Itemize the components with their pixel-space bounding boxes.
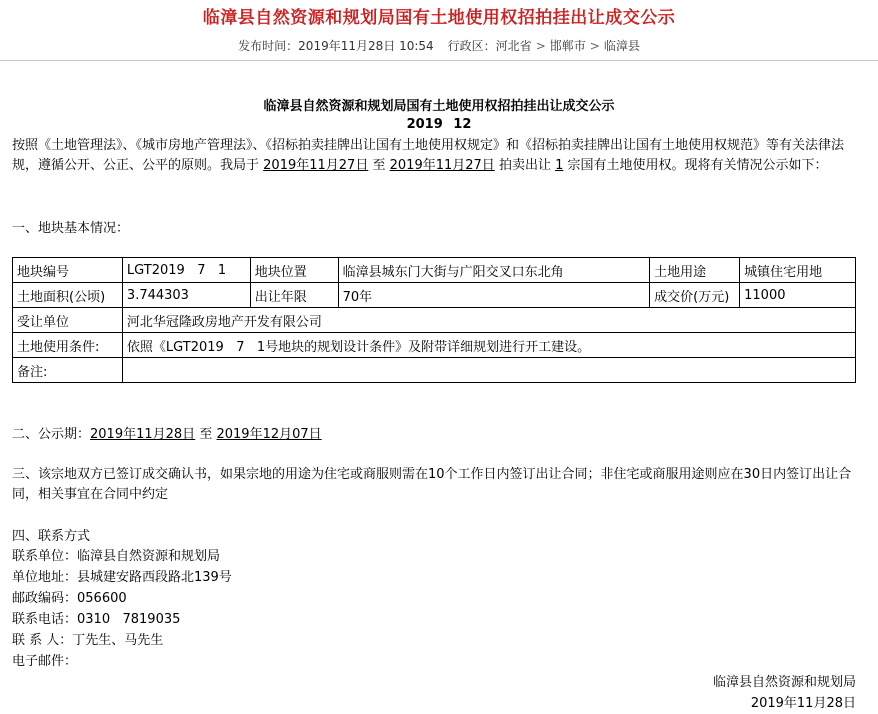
table-label: 土地使用条件:: [13, 333, 123, 358]
intro-count: 1: [555, 158, 564, 173]
intro-date-end: 2019年11月27日: [389, 158, 495, 173]
contact-unit: 联系单位：临漳县自然资源和规划局: [12, 549, 221, 564]
table-row: [13, 283, 856, 308]
table-row: [13, 308, 856, 333]
contact-postcode: 邮政编码：056600: [12, 591, 127, 606]
remarks: [122, 358, 855, 383]
table-label: 土地面积(公顷): [13, 283, 123, 308]
document-subtitle: 2019 12: [406, 117, 472, 132]
land-use: 城镇住宅用地: [740, 258, 856, 283]
region-label: 行政区：: [447, 39, 496, 53]
intro-paragraph: 按照《土地管理法》、《城市房地产管理法》、《招标拍卖挂牌出让国有土地使用权规定》和《招标拍卖挂牌出让国有土地使用权规范》等有关法律法规，遵循公开、公正、公平的原则。我局于 2019年11月27日 至 2019年11月27日 拍卖出让 1 宗国有土地使用权。现将有关情况公示如下：: [12, 138, 845, 173]
contact-heading: 四、联系方式: [12, 529, 91, 544]
contact-person: 联 系 人：丁先生、马先生: [12, 633, 164, 648]
document-title: 临漳县自然资源和规划局国有土地使用权招拍挂出让成交公示: [263, 99, 615, 114]
table-label: 地块编号: [13, 258, 123, 283]
contact-phone: 联系电话：0310 7819035: [12, 612, 181, 627]
contact-address: 单位地址：县城建安路西段路北139号: [12, 570, 232, 585]
table-row: [13, 333, 856, 358]
table-label: 出让年限: [250, 283, 338, 308]
footer-date: 2019年11月28日: [750, 696, 856, 711]
table-label: 成交价(万元): [650, 283, 740, 308]
footer-org: 临漳县自然资源和规划局: [712, 675, 856, 690]
grantee: 河北华冠隆政房地产开发有限公司: [122, 308, 855, 333]
parcel-table: [12, 257, 856, 383]
use-conditions: 依照《LGT2019 7 1号地块的规划设计条件》及附带详细规划进行开工建设。: [122, 333, 855, 358]
region-province[interactable]: 河北省: [495, 39, 532, 53]
meta-bar: [0, 37, 878, 54]
publish-label: 发布时间：: [238, 39, 299, 53]
contact-email: 电子邮件：: [12, 654, 78, 669]
land-area: 3.744303: [122, 283, 250, 308]
table-row: [13, 258, 856, 283]
table-label: 备注:: [13, 358, 123, 383]
region-city[interactable]: 邯郸市: [549, 39, 586, 53]
table-label: 受让单位: [13, 308, 123, 333]
table-label: 地块位置: [250, 258, 338, 283]
section3: 三、该宗地双方已签订成交确认书，如果宗地的用途为住宅或商服则需在10个工作日内签订出让合同；非住宅或商服用途则应在30日内签订出让合同，相关事宜在合同中约定: [12, 467, 852, 502]
notice-date-end: 2019年12月07日: [216, 427, 322, 442]
section2: 二、公示期：2019年11月28日 至 2019年12月07日: [12, 427, 322, 442]
deal-price: 11000: [740, 283, 856, 308]
grant-term: 70年: [338, 283, 650, 308]
table-row: [13, 358, 856, 383]
parcel-number: LGT2019 7 1: [122, 258, 250, 283]
publish-time: 2019年11月28日 10:54: [298, 39, 434, 53]
chevron-right-icon: >: [535, 39, 546, 53]
page-title: 临漳县自然资源和规划局国有土地使用权招拍挂出让成交公示: [202, 8, 676, 28]
intro-date-start: 2019年11月27日: [263, 158, 369, 173]
chevron-right-icon: >: [589, 39, 600, 53]
notice-date-start: 2019年11月28日: [90, 427, 196, 442]
parcel-location: 临漳县城东门大街与广阳交叉口东北角: [338, 258, 650, 283]
divider: [0, 60, 878, 61]
section1-heading: 一、地块基本情况：: [12, 221, 130, 236]
table-label: 土地用途: [650, 258, 740, 283]
region-county[interactable]: 临漳县: [603, 39, 640, 53]
